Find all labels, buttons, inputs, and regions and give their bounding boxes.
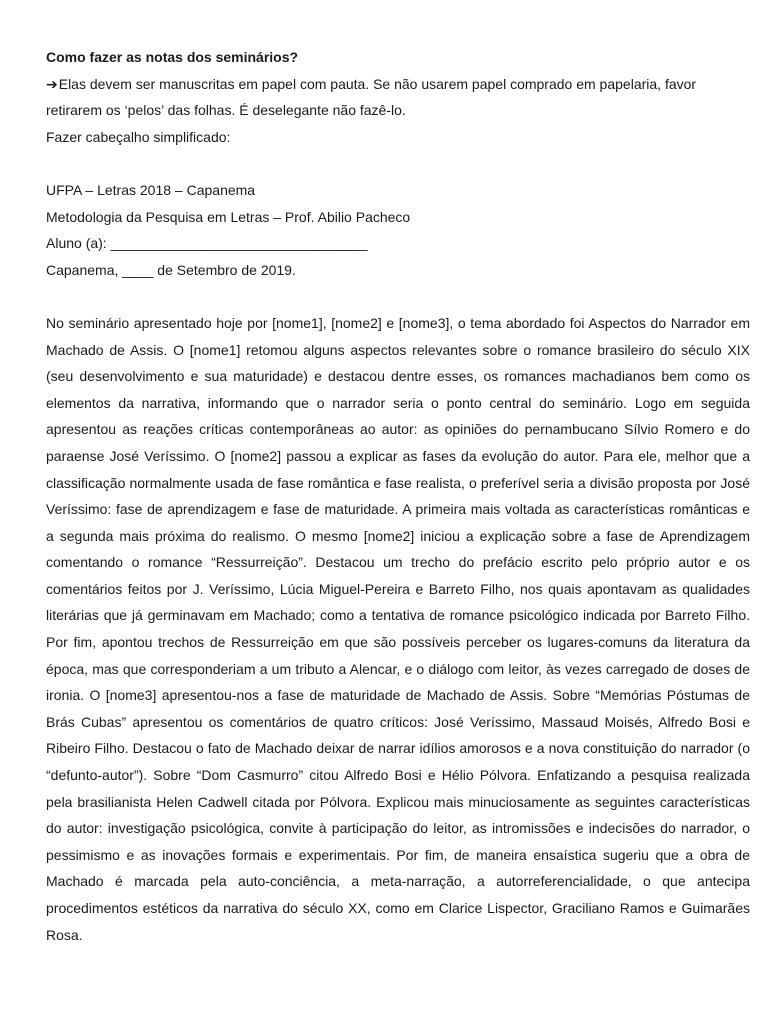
document-page: [46, 44, 750, 948]
body-paragraph: No seminário apresentado hoje por [nome1], [nome2] e [nome3], o tema abordado foi Aspectos do Narrador em Machado de Assis. O [nome1] retomou alguns aspectos relevantes sobre o romance brasileiro do século XIX (seu desenvolvimento e sua maturidade) e destacou dentre esses, os romances machadianos bem como os elementos da narrativa, informando que o narrador seria o ponto central do seminário. Logo em seguida apresentou as reações críticas contemporâneas ao autor: as opiniões do pernambucano Sílvio Romero e do paraense José Veríssimo. O [nome2] passou a explicar as fases da evolução do autor. Para ele, melhor que a classificação normalmente usada de fase romântica e fase realista, o preferível seria a divisão proposta por José Veríssimo: fase de aprendizagem e fase de maturidade. A primeira mais voltada as características românticas e a segunda mais próxima do realismo. O mesmo [nome2] iniciou a explicação sobre a fase de Aprendizagem comentando o romance “Ressurreição”. Destacou um trecho do prefácio escrito pelo próprio autor e os comentários feitos por J. Veríssimo, Lúcia Miguel-Pereira e Barreto Filho, nos quais apontavam as qualidades literárias que já germinavam em Machado; como a tentativa de romance psicológico indicada por Barreto Filho. Por fim, apontou trechos de Ressurreição em que são possíveis perceber os lugares-comuns da literatura da época, mas que corresponderiam a um tributo a Alencar, e o diálogo com leitor, às vezes carregado de doses de ironia. O [nome3] apresentou-nos a fase de maturidade de Machado de Assis. Sobre “Memórias Póstumas de Brás Cubas” apresentou os comentários de quatro críticos: José Veríssimo, Massaud Moisés, Alfredo Bosi e Ribeiro Filho. Destacou o fato de Machado deixar de narrar idílios amorosos e a nova constituição do narrador (o “defunto-autor”). Sobre “Dom Casmurro” citou Alfredo Bosi e Hélio Pólvora. Enfatizando a pesquisa realizada pela brasilianista Helen Cadwell citada por Pólvora. Explicou mais minuciosamente as seguintes características do autor: investigação psicológica, convite à participação do leitor, as intromissões e indecisões do narrador, o pessimismo e as inovações formais e experimentais. Por fim, de maneira ensaística sugeriu que a obra de Machado é marcada pela auto-conciência, a meta-narração, a autorreferencialidade, o que antecipa procedimentos estéticos da narrativa do século XX, como em Clarice Lispector, Graciliano Ramos e Guimarães Rosa.: [46, 314, 750, 943]
spacer: [46, 150, 750, 177]
spacer: [46, 283, 750, 310]
arrow-right-icon: ➔: [46, 75, 58, 92]
header-date: Capanema, ____ de Setembro de 2019.: [46, 261, 296, 278]
header-institution: UFPA – Letras 2018 – Capanema: [46, 181, 256, 198]
document-heading: Como fazer as notas dos seminários?: [46, 49, 299, 65]
instruction-text-1: Elas devem ser manuscritas em papel com pauta. Se não usarem papel comprado em papelaria, favor: [58, 75, 697, 92]
instruction-line-2: retirarem os ‘pelos’ das folhas. É deselegante não fazê-lo.: [46, 102, 406, 119]
header-course: Metodologia da Pesquisa em Letras – Prof. Abilio Pacheco: [46, 208, 411, 225]
header-intro: Fazer cabeçalho simplificado:: [46, 128, 231, 145]
header-student: Aluno (a): _________________________________: [46, 235, 368, 252]
instruction-line-1: [46, 71, 750, 98]
